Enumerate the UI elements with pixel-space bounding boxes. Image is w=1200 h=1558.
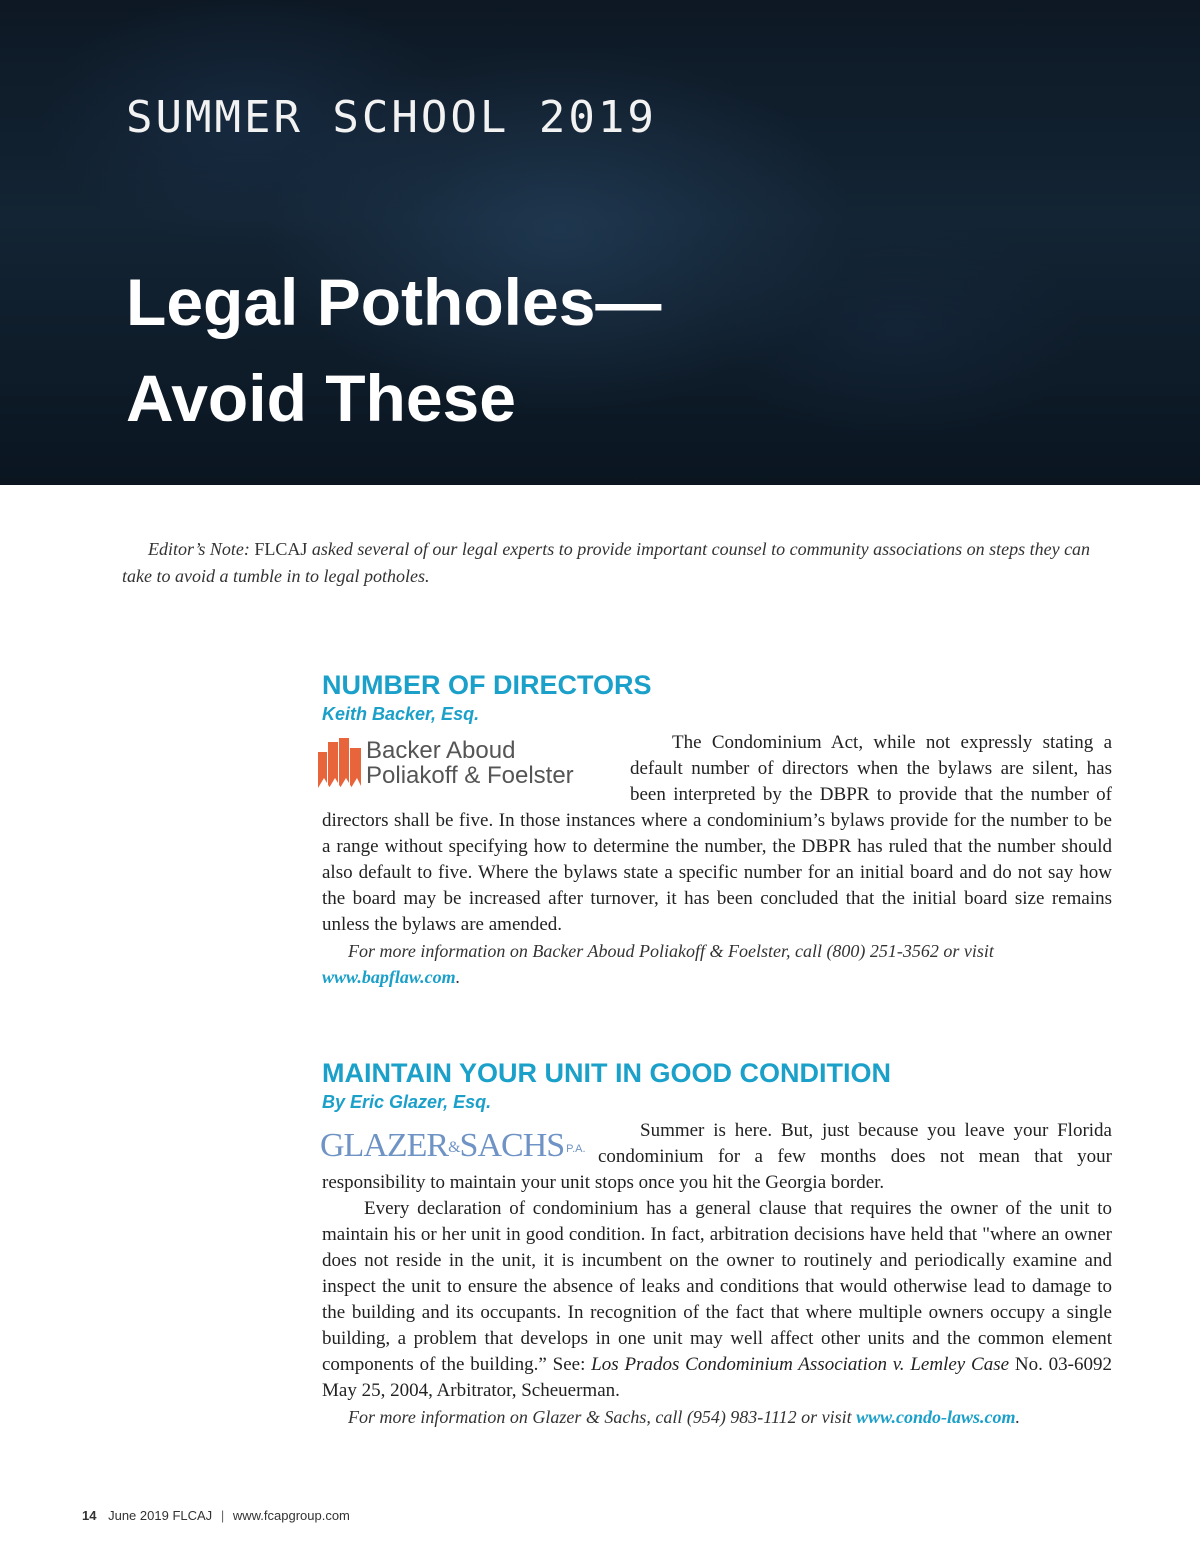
logo-line-1-bold: Backer xyxy=(366,737,441,764)
case-citation-rest: No. 03-6092 May 25, 2004, Arbitrator, Scheuerman. xyxy=(322,1354,1112,1401)
glazer-sachs-logo-text xyxy=(320,1128,564,1166)
article-title: NUMBER OF DIRECTORS xyxy=(322,670,652,700)
footer-magazine: FLCAJ xyxy=(172,1508,213,1523)
page-number: 14 xyxy=(82,1508,97,1523)
article-title: MAINTAIN YOUR UNIT IN GOOD CONDITION xyxy=(322,1058,891,1088)
article-maintain-unit xyxy=(322,1056,1112,1430)
logo-word-2: SACHS xyxy=(459,1126,565,1164)
section-kicker: SUMMER SCHOOL 2019 xyxy=(126,92,657,143)
article-number-of-directors xyxy=(322,668,1112,990)
contact-text: For more information on Backer Aboud Poliakoff & Foelster, call (800) 251-3562 or visit xyxy=(348,941,994,961)
logo-suffix: P.A. xyxy=(566,1143,586,1155)
article-body xyxy=(322,1118,1112,1430)
paragraph-text: Every declaration of condominium has a general clause that requires the owner of the unit to maintain his or her unit in good condition. In fact, arbitration decisions have held that "where an owner does not reside in the unit, it is incumbent on the owner to routinely and periodically examine and inspect the unit to ensure the absence of leaks and conditions that would otherwise lead to damage to the building and its occupants. In recognition of the fact that where multiple owners occupy a single building, a problem that develops in one unit may well affect other units and the common element components of the building.” See: xyxy=(322,1198,1112,1375)
website-link[interactable]: www.bapflaw.com xyxy=(322,967,456,987)
backer-aboud-logo-text xyxy=(366,738,574,788)
logo-line-2: Poliakoff & Foelster xyxy=(366,762,574,789)
editor-note xyxy=(122,536,1092,590)
article-body xyxy=(322,730,1112,990)
article-contact xyxy=(322,938,1112,990)
article-byline: Keith Backer, Esq. xyxy=(322,704,480,724)
article-paragraph xyxy=(322,1196,1112,1404)
editor-note-magazine: FLCAJ xyxy=(254,539,308,559)
issue-date: June 2019 xyxy=(108,1508,169,1523)
editor-note-lead: Editor’s Note: xyxy=(148,539,255,559)
article-paragraph: Summer is here. But, just because you leave your Florida condominium for a few months does not mean that your responsibility to maintain your unit stops once you hit the Georgia border. xyxy=(322,1120,1112,1193)
glazer-sachs-logo xyxy=(320,1126,596,1166)
logo-ampersand: & xyxy=(448,1139,460,1156)
article-contact xyxy=(322,1404,1112,1430)
page-footer xyxy=(82,1508,350,1523)
editor-note-text: asked several of our legal experts to provide important counsel to community associations on steps they can take to avoid a tumble in to legal potholes. xyxy=(122,539,1091,586)
page-title-line-1: Legal Potholes— xyxy=(126,265,662,339)
footer-website[interactable]: www.fcapgroup.com xyxy=(232,1508,350,1523)
contact-end: . xyxy=(1015,1407,1020,1427)
buildings-logo-icon xyxy=(318,738,362,788)
case-citation: Los Prados Condominium Association v. Lemley Case xyxy=(591,1354,1010,1375)
website-link[interactable]: www.condo-laws.com xyxy=(856,1407,1016,1427)
logo-word-1: GLAZER xyxy=(320,1126,449,1164)
page-title xyxy=(126,254,926,446)
contact-end: . xyxy=(455,967,461,987)
footer-separator: | xyxy=(220,1508,225,1523)
article-paragraph: The Condominium Act, while not expressly stating a default number of directors when the bylaws are silent, has been interpreted by the DBPR to provide that the number of directors shall be five. In those instances where a condominium’s bylaws provide for the number to be a range without specifying how to determine the number, the DBPR has ruled that the number should also default to five. Where the bylaws state a specific number for an initial board and do not say how the board may be increased after turnover, it has been concluded that the initial board size remains unless the bylaws are amended. xyxy=(322,732,1112,935)
backer-aboud-logo xyxy=(318,736,624,790)
page-title-line-2: Avoid These xyxy=(126,361,516,435)
logo-line-1-rest: Aboud xyxy=(440,737,516,764)
contact-text: For more information on Glazer & Sachs, call (954) 983-1112 or visit xyxy=(348,1407,857,1427)
article-byline: By Eric Glazer, Esq. xyxy=(322,1092,492,1112)
header-banner xyxy=(0,0,1200,485)
